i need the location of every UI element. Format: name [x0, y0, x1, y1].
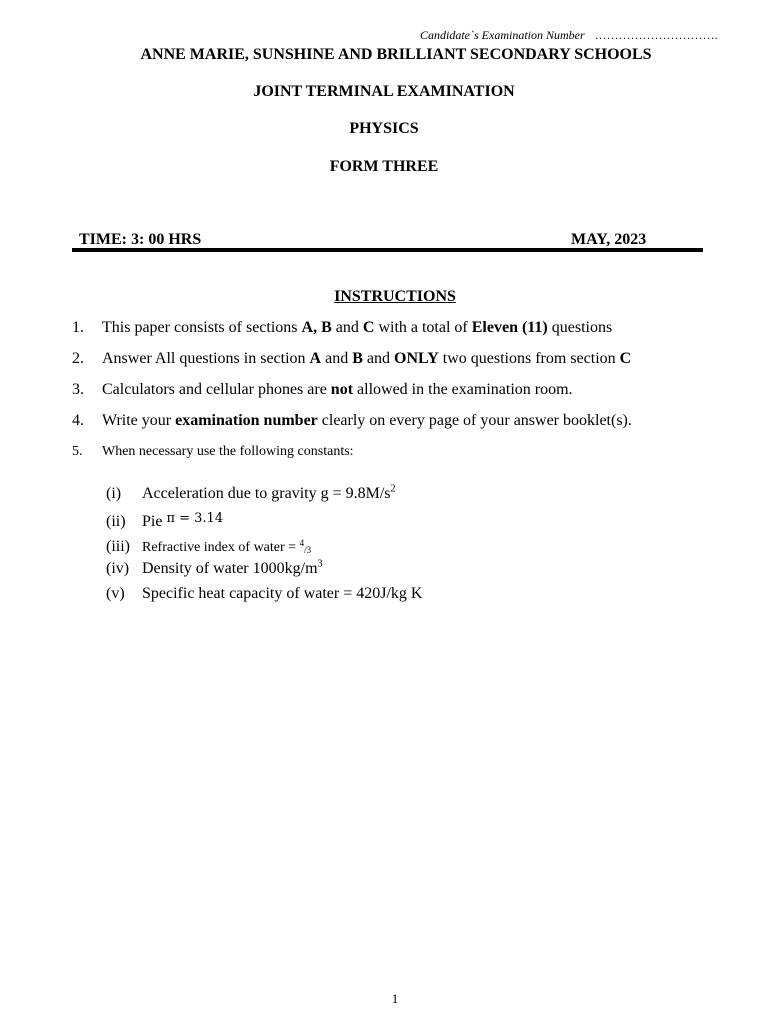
schools-heading: ANNE MARIE, SUNSHINE AND BRILLIANT SECONDARY SCHOOLS: [140, 46, 652, 63]
form-title: FORM THREE: [329, 158, 439, 175]
header-divider: [72, 248, 703, 252]
exam-date: MAY, 2023: [571, 231, 647, 248]
pi-value: π = 3.14: [166, 511, 224, 526]
instruction-item: 3. Calculators and cellular phones are not allowed in the examination room.: [72, 381, 573, 398]
constant-item: (i) Acceleration due to gravity $g = 9.8M/s^2$: [106, 483, 396, 502]
constant-item: (iii) Refractive index of water = $^4$/3: [106, 538, 312, 555]
exam-time: TIME: 3: 00 HRS: [79, 231, 202, 248]
candidate-number-blank: ………………………….: [594, 28, 718, 42]
instruction-item: 1. This paper consists of sections A, B and C with a total of Eleven (11) questions: [72, 319, 613, 336]
instructions-list: [72, 312, 632, 467]
candidate-number-field: [420, 28, 718, 43]
subject-title: PHYSICS: [349, 120, 419, 137]
constant-item: (iv) Density of water $1000kg/m^3$: [106, 558, 323, 577]
constant-item: (ii) Pie $^{\pi = 3.14}$: [106, 511, 224, 530]
instruction-item: 2. Answer All questions in section A and B and ONLY two questions from section C: [72, 350, 632, 367]
constants-list: [106, 481, 422, 606]
exam-title: JOINT TERMINAL EXAMINATION: [253, 83, 515, 100]
instructions-title: INSTRUCTIONS: [334, 288, 456, 305]
constant-item: (v) Specific heat capacity of water = 420J/kg K: [106, 585, 423, 602]
candidate-number-label: Candidate`s Examination Number: [420, 28, 585, 42]
instruction-item: 5. When necessary use the following constants:: [72, 444, 354, 459]
page-number: 1: [391, 991, 399, 1006]
instruction-item: 4. Write your examination number clearly on every page of your answer booklet(s).: [72, 412, 632, 429]
